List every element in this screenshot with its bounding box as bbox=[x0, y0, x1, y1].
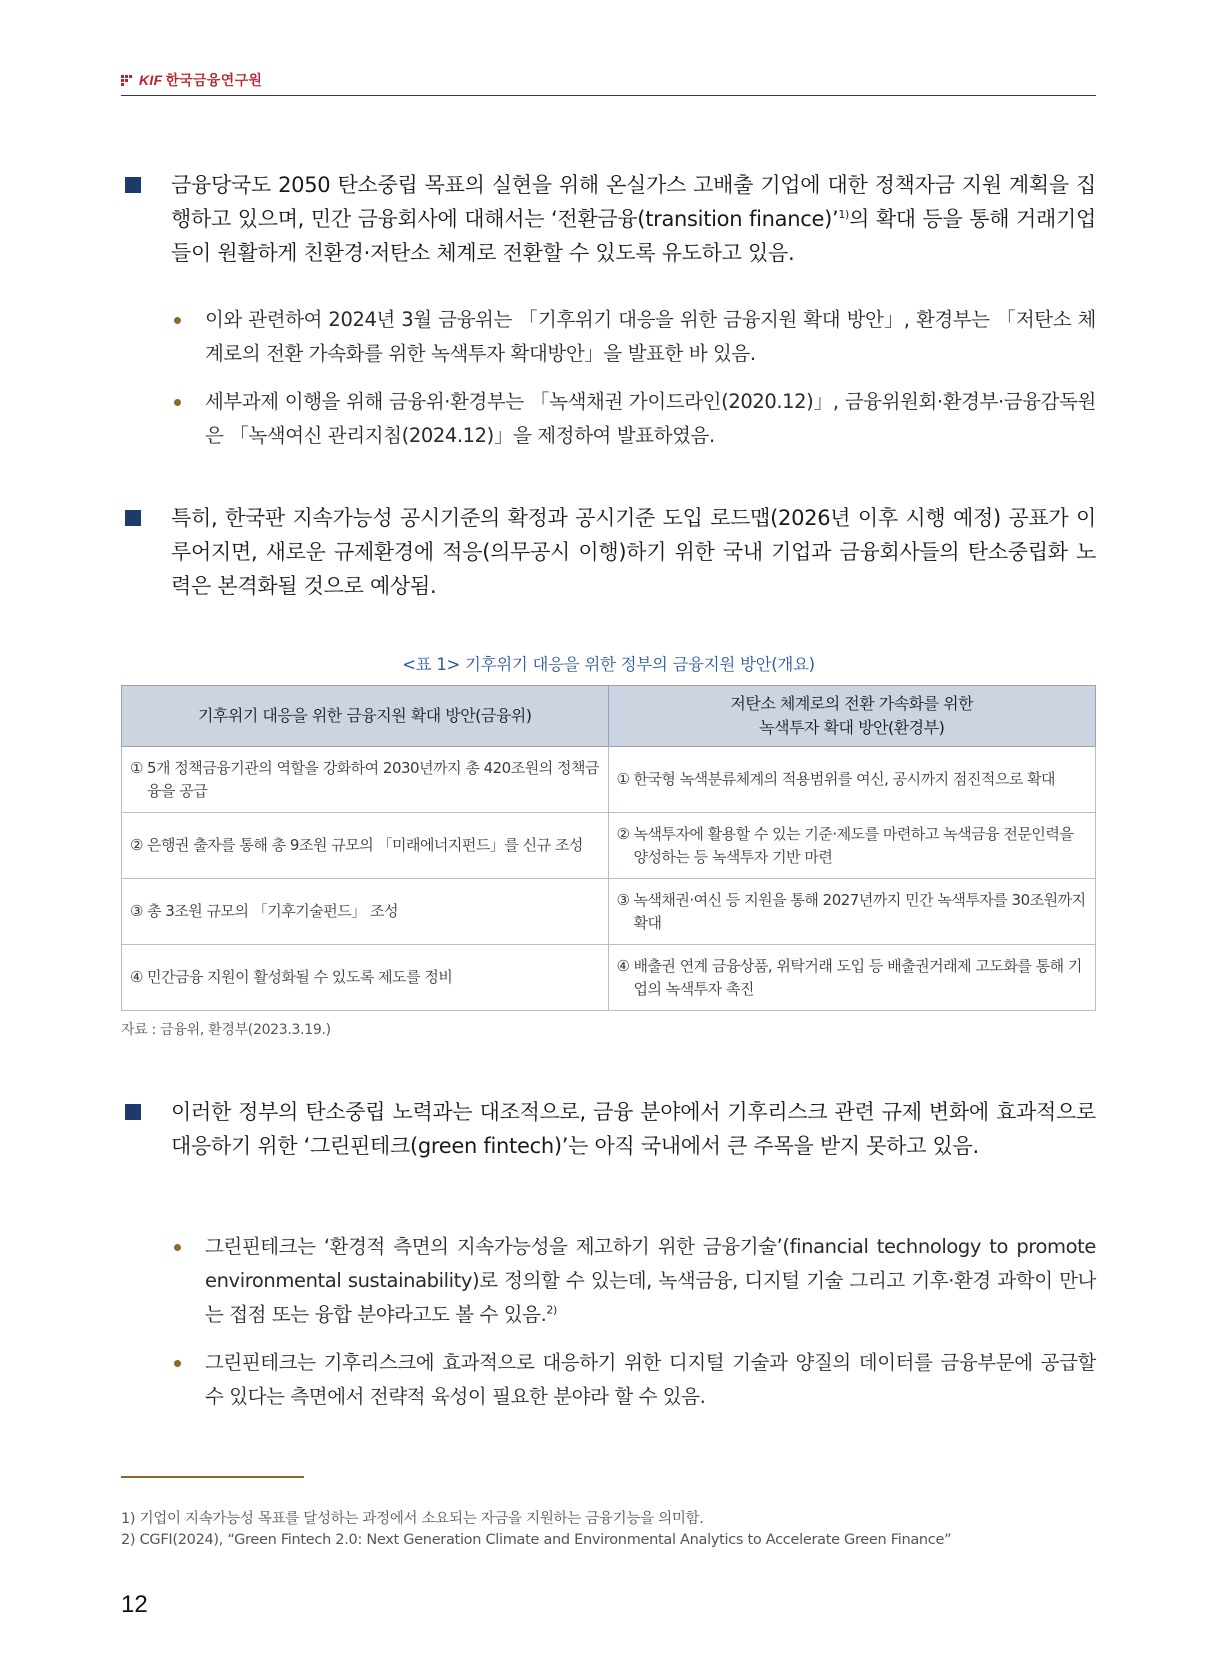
section-2 bbox=[121, 501, 1096, 603]
policy-table bbox=[121, 685, 1096, 1011]
sub-item-2 bbox=[172, 385, 1096, 453]
table-cell: ③ 총 3조원 규모의 「기후기술펀드」 조성 bbox=[122, 879, 609, 945]
table-row bbox=[122, 813, 1096, 879]
table-cell: ② 은행권 출자를 통해 총 9조원 규모의 「미래에너지펀드」를 신규 조성 bbox=[122, 813, 609, 879]
square-bullet-icon bbox=[125, 177, 141, 193]
table-cell: ① 5개 정책금융기관의 역할을 강화하여 2030년까지 총 420조원의 정책금융을 공급 bbox=[122, 747, 609, 813]
logo-mark: KIF bbox=[139, 72, 163, 88]
section-text: 금융당국도 2050 탄소중립 목표의 실현을 위해 온실가스 고배출 기업에 대한 정책자금 지원 계획을 집행하고 있으며, 민간 금융회사에 대해서는 ‘전환금융(transition finance)’ bbox=[171, 173, 1096, 231]
header-moe: 저탄소 체계로의 전환 가속화를 위한 녹색투자 확대 방안(환경부) bbox=[608, 686, 1096, 747]
footnote-2: 2) CGFI(2024), “Green Fintech 2.0: Next Generation Climate and Environmental Analytics to Accelerate Green Finance” bbox=[121, 1532, 952, 1548]
table-row bbox=[122, 747, 1096, 813]
table-cell: ① 한국형 녹색분류체계의 적용범위를 여신, 공시까지 점진적으로 확대 bbox=[608, 747, 1096, 813]
dot-bullet-icon bbox=[174, 317, 181, 324]
table-cell: ③ 녹색채권·여신 등 지원을 통해 2027년까지 민간 녹색투자를 30조원까지 확대 bbox=[608, 879, 1096, 945]
table-source: 자료 : 금융위, 환경부(2023.3.19.) bbox=[121, 1022, 331, 1038]
sub-item-3 bbox=[172, 1230, 1096, 1332]
sub-item-4 bbox=[172, 1346, 1096, 1414]
dot-bullet-icon bbox=[174, 399, 181, 406]
sub-item-text: 이와 관련하여 2024년 3월 금융위는 「기후위기 대응을 위한 금융지원 확대 방안」, 환경부는 「저탄소 체계로의 전환 가속화를 위한 녹색투자 확대방안」을 발표한 바 있음. bbox=[205, 308, 1096, 365]
dot-bullet-icon bbox=[174, 1360, 181, 1367]
table-cell: ④ 민간금융 지원이 활성화될 수 있도록 제도를 정비 bbox=[122, 945, 609, 1011]
section-text-cont: 의 확대 등을 통해 거래기업들이 원활하게 친환경·저탄소 체계로 전환할 수 있도록 유도하고 있음. bbox=[171, 207, 1096, 265]
footnote-1: 1) 기업이 지속가능성 목표를 달성하는 과정에서 소요되는 자금을 지원하는 금융기능을 의미함. bbox=[121, 1511, 704, 1527]
sub-item-text: 그린핀테크는 ‘환경적 측면의 지속가능성을 제고하기 위한 금융기술’(financial technology to promote environmental sustainability)로 정의할 수 있는데, 녹색금융, 디지털 기술 그리고 기후·환경 과학이 만나는 접점 또는 융합 분야라고도 볼 수 있음. bbox=[205, 1235, 1096, 1326]
page-number: 12 bbox=[121, 1591, 148, 1618]
sub-item-text: 그린핀테크는 기후리스크에 효과적으로 대응하기 위한 디지털 기술과 양질의 데이터를 금융부문에 공급할 수 있다는 측면에서 전략적 육성이 필요한 분야라 할 수 있음. bbox=[205, 1351, 1096, 1408]
table-cell: ② 녹색투자에 활용할 수 있는 기준·제도를 마련하고 녹색금융 전문인력을 양성하는 등 녹색투자 기반 마련 bbox=[608, 813, 1096, 879]
dot-bullet-icon bbox=[174, 1244, 181, 1251]
footnote-ref[interactable]: 2) bbox=[546, 1303, 557, 1317]
table-cell: ④ 배출권 연계 금융상품, 위탁거래 도입 등 배출권거래제 고도화를 통해 기업의 녹색투자 촉진 bbox=[608, 945, 1096, 1011]
footnote-divider bbox=[121, 1476, 304, 1478]
logo-dots-icon bbox=[121, 74, 135, 86]
section-text: 이러한 정부의 탄소중립 노력과는 대조적으로, 금융 분야에서 기후리스크 관련 규제 변화에 효과적으로 대응하기 위한 ‘그린핀테크(green fintech)’는 아직 국내에서 큰 주목을 받지 못하고 있음. bbox=[171, 1100, 1096, 1158]
section-3 bbox=[121, 1095, 1096, 1163]
kif-logo bbox=[121, 70, 262, 90]
footnote-ref[interactable]: 1) bbox=[838, 208, 850, 221]
square-bullet-icon bbox=[125, 510, 141, 526]
square-bullet-icon bbox=[125, 1104, 141, 1120]
table-row bbox=[122, 879, 1096, 945]
sub-item-1 bbox=[172, 303, 1096, 371]
section-1 bbox=[121, 168, 1096, 270]
section-text: 특히, 한국판 지속가능성 공시기준의 확정과 공시기준 도입 로드맵(2026년 이후 시행 예정) 공표가 이루어지면, 새로운 규제환경에 적응(의무공시 이행)하기 위한 국내 기업과 금융회사들의 탄소중립화 노력은 본격화될 것으로 예상됨. bbox=[171, 506, 1096, 598]
table-row bbox=[122, 945, 1096, 1011]
sub-item-text: 세부과제 이행을 위해 금융위·환경부는 「녹색채권 가이드라인(2020.12)」, 금융위원회·환경부·금융감독원은 「녹색여신 관리지침(2024.12)」을 제정하여 발표하였음. bbox=[205, 390, 1096, 447]
table-header-row bbox=[122, 686, 1096, 747]
logo-name: 한국금융연구원 bbox=[165, 72, 263, 88]
header-fsc: 기후위기 대응을 위한 금융지원 확대 방안(금융위) bbox=[122, 686, 609, 747]
table-caption: <표 1> 기후위기 대응을 위한 정부의 금융지원 방안(개요) bbox=[402, 655, 815, 674]
page-header bbox=[121, 68, 1096, 96]
